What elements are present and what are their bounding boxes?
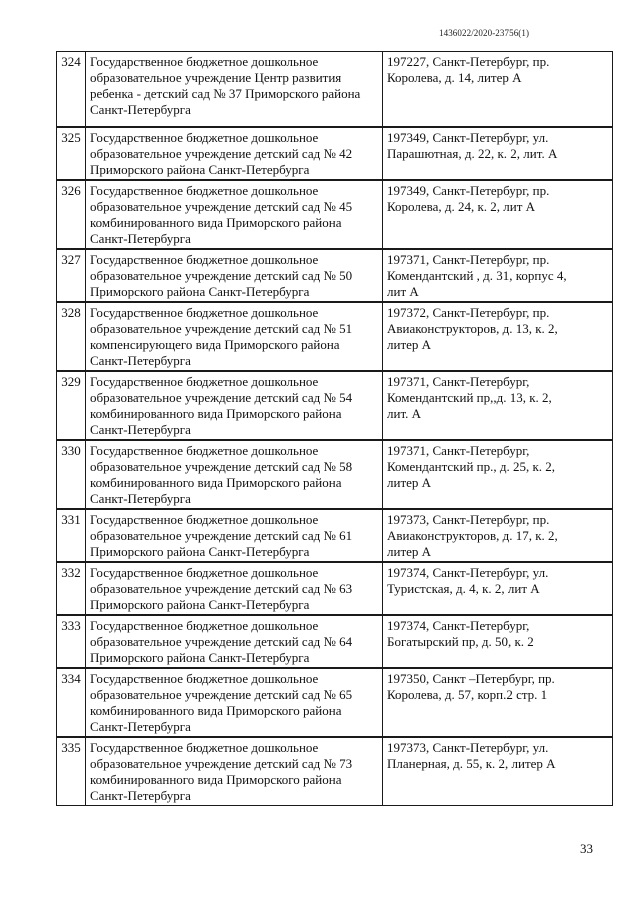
institution-name-line: комбинированного вида Приморского района [90, 474, 342, 490]
address-line: 197227, Санкт-Петербург, пр. [387, 54, 550, 69]
institution-name [86, 371, 383, 440]
institution-name [86, 52, 383, 127]
institution-name-line: комбинированного вида Приморского района [90, 771, 342, 787]
address-line: 197374, Санкт-Петербург, [387, 617, 530, 633]
table-row [57, 440, 613, 509]
institution-name-line: комбинированного вида Приморского района [90, 214, 342, 230]
institution-name-line: Санкт-Петербурга [90, 352, 191, 368]
institution-name-line: комбинированного вида Приморского района [90, 702, 342, 718]
institution-name-line: Санкт-Петербурга [90, 102, 191, 117]
address-line: 197373, Санкт-Петербург, пр. [387, 511, 550, 527]
address-line: 197349, Санкт-Петербург, ул. [387, 129, 549, 145]
row-number: 324 [57, 52, 86, 127]
institution-name-line: Государственное бюджетное дошкольное [90, 739, 319, 755]
institution-address [383, 302, 613, 371]
institution-name [86, 509, 383, 562]
table-row [57, 249, 613, 302]
row-number: 330 [57, 440, 86, 509]
institution-address [383, 249, 613, 302]
address-line: Комендантский , д. 31, корпус 4, [387, 267, 567, 283]
institution-address [383, 52, 613, 127]
address-line: 197371, Санкт-Петербург, [387, 373, 530, 389]
address-line: Парашютная, д. 22, к. 2, лит. А [387, 145, 558, 161]
institution-name-line: Санкт-Петербурга [90, 421, 191, 437]
table-row [57, 509, 613, 562]
row-number: 333 [57, 615, 86, 668]
institution-name-line: образовательное учреждение детский сад № 51 [90, 320, 353, 336]
institution-address [383, 180, 613, 249]
address-line: 197350, Санкт –Петербург, пр. [387, 670, 555, 686]
address-line: 197349, Санкт-Петербург, пр. [387, 182, 550, 198]
institution-name-line: Государственное бюджетное дошкольное [90, 511, 319, 527]
institution-name [86, 249, 383, 302]
address-line: 197372, Санкт-Петербург, пр. [387, 304, 550, 320]
address-line: 197373, Санкт-Петербург, ул. [387, 739, 549, 755]
address-line: Планерная, д. 55, к. 2, литер А [387, 755, 556, 771]
institution-address [383, 509, 613, 562]
institution-name-line: Санкт-Петербурга [90, 718, 191, 734]
institution-name-line: образовательное учреждение детский сад № 45 [90, 198, 353, 214]
address-line: Королева, д. 57, корп.2 стр. 1 [387, 686, 548, 702]
document-code: 1436022/2020-23756(1) [439, 28, 530, 38]
institution-name-line: Государственное бюджетное дошкольное [90, 442, 319, 458]
address-line: лит. А [387, 405, 422, 421]
address-line: лит А [387, 283, 419, 299]
institution-name-line: образовательное учреждение детский сад № 63 [90, 580, 353, 596]
row-number: 332 [57, 562, 86, 615]
address-line: литер А [387, 474, 432, 490]
institution-address [383, 371, 613, 440]
row-number: 327 [57, 249, 86, 302]
institution-name-line: образовательное учреждение Центр развития [90, 70, 342, 85]
institution-name-line: Государственное бюджетное дошкольное [90, 670, 319, 686]
institution-address [383, 615, 613, 668]
institution-name [86, 737, 383, 806]
institution-name-line: ребенка - детский сад № 37 Приморского района [90, 86, 361, 101]
address-line: Королева, д. 24, к. 2, лит А [387, 198, 536, 214]
row-number: 335 [57, 737, 86, 806]
address-line: литер А [387, 336, 432, 352]
address-line: литер А [387, 543, 432, 559]
institution-name-line: образовательное учреждение детский сад № 58 [90, 458, 353, 474]
institution-name-line: Приморского района Санкт-Петербурга [90, 283, 310, 299]
institution-name [86, 615, 383, 668]
address-line: Авиаконструкторов, д. 13, к. 2, [387, 320, 558, 336]
address-line: 197371, Санкт-Петербург, [387, 442, 530, 458]
row-number: 329 [57, 371, 86, 440]
institution-name-line: образовательное учреждение детский сад № 42 [90, 145, 353, 161]
address-line: 197374, Санкт-Петербург, ул. [387, 564, 549, 580]
address-line: Авиаконструкторов, д. 17, к. 2, [387, 527, 558, 543]
address-line: Комендантский пр,,д. 13, к. 2, [387, 389, 552, 405]
institution-name-line: Государственное бюджетное дошкольное [90, 129, 319, 145]
institution-name-line: образовательное учреждение детский сад № 73 [90, 755, 353, 771]
row-number: 331 [57, 509, 86, 562]
institution-name-line: Приморского района Санкт-Петербурга [90, 649, 310, 665]
table-row [57, 302, 613, 371]
row-number: 326 [57, 180, 86, 249]
institution-name-line: образовательное учреждение детский сад № 61 [90, 527, 353, 543]
institution-name-line: Санкт-Петербурга [90, 230, 191, 246]
institution-name [86, 668, 383, 737]
institution-name-line: Приморского района Санкт-Петербурга [90, 543, 310, 559]
institution-name [86, 562, 383, 615]
institution-name-line: Государственное бюджетное дошкольное [90, 373, 319, 389]
institution-name-line: Государственное бюджетное дошкольное [90, 304, 319, 320]
row-number: 325 [57, 127, 86, 180]
institution-name [86, 302, 383, 371]
row-number: 334 [57, 668, 86, 737]
institution-name-line: Государственное бюджетное дошкольное [90, 617, 319, 633]
institution-name-line: образовательное учреждение детский сад № 64 [90, 633, 353, 649]
table-row [57, 668, 613, 737]
table-row [57, 562, 613, 615]
institution-name-line: компенсирующего вида Приморского района [90, 336, 340, 352]
institution-name-line: Приморского района Санкт-Петербурга [90, 596, 310, 612]
table-row [57, 615, 613, 668]
institution-address [383, 737, 613, 806]
institution-name-line: Государственное бюджетное дошкольное [90, 251, 319, 267]
institution-address [383, 440, 613, 509]
address-line: 197371, Санкт-Петербург, пр. [387, 251, 550, 267]
institution-name-line: Государственное бюджетное дошкольное [90, 54, 319, 69]
address-line: Комендантский пр., д. 25, к. 2, [387, 458, 556, 474]
row-number: 328 [57, 302, 86, 371]
institution-name-line: образовательное учреждение детский сад № 65 [90, 686, 353, 702]
institution-name-line: образовательное учреждение детский сад № 54 [90, 389, 353, 405]
institution-name-line: Приморского района Санкт-Петербурга [90, 161, 310, 177]
institution-name-line: Государственное бюджетное дошкольное [90, 182, 319, 198]
institution-name-line: Санкт-Петербурга [90, 490, 191, 506]
institution-name [86, 180, 383, 249]
institutions-table [56, 51, 613, 806]
institution-name [86, 440, 383, 509]
institution-name-line: Санкт-Петербурга [90, 787, 191, 803]
institution-address [383, 562, 613, 615]
institution-name [86, 127, 383, 180]
page-number: 33 [580, 841, 593, 856]
address-line: Королева, д. 14, литер А [387, 70, 522, 85]
institution-name-line: комбинированного вида Приморского района [90, 405, 342, 421]
institution-name-line: образовательное учреждение детский сад № 50 [90, 267, 353, 283]
table-row [57, 180, 613, 249]
table-row [57, 127, 613, 180]
table-row [57, 52, 613, 127]
institution-name-line: Государственное бюджетное дошкольное [90, 564, 319, 580]
institution-address [383, 127, 613, 180]
address-line: Туристская, д. 4, к. 2, лит А [387, 580, 540, 596]
institution-address [383, 668, 613, 737]
address-line: Богатырский пр, д. 50, к. 2 [387, 633, 534, 649]
table-row [57, 371, 613, 440]
table-row [57, 737, 613, 806]
